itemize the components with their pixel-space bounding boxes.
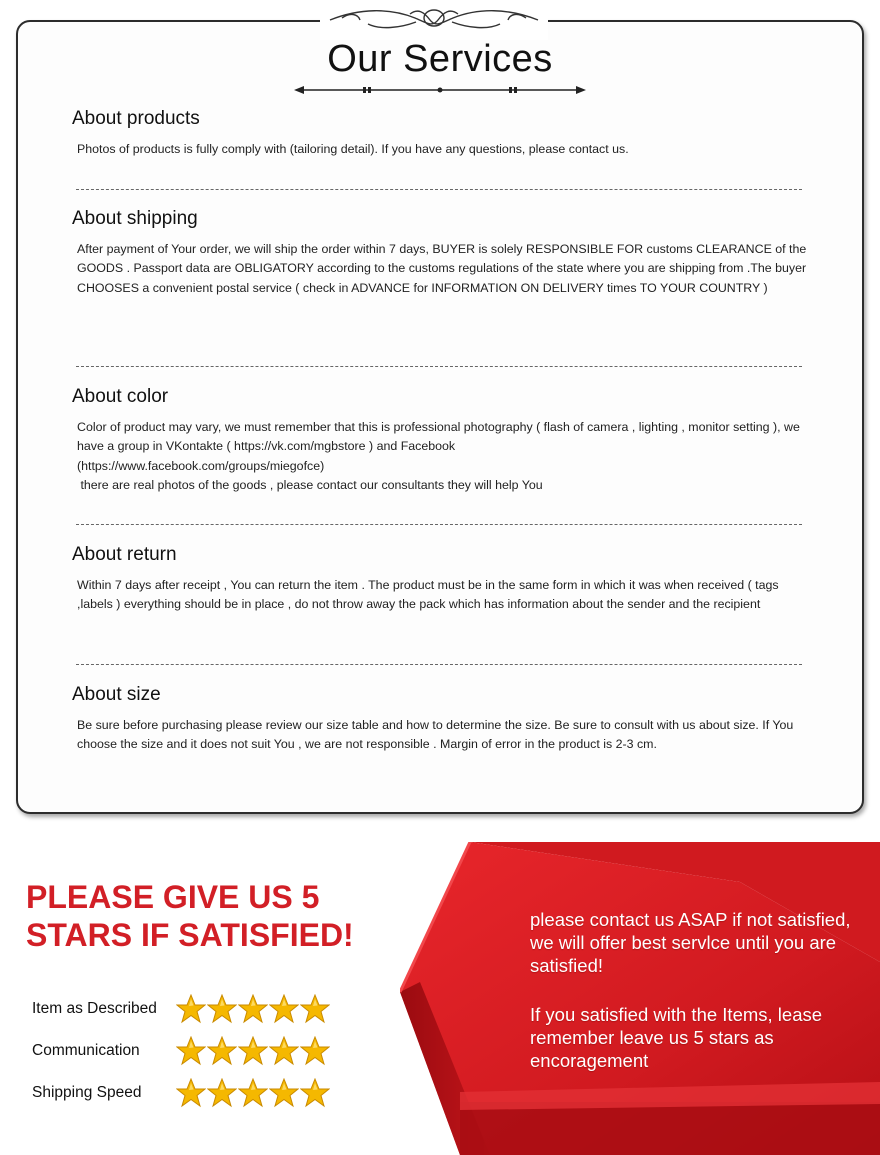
section-text-line: there are real photos of the goods , please contact our consultants they will help You — [77, 477, 543, 492]
star-icon — [238, 994, 268, 1024]
star-icon — [269, 1036, 299, 1066]
section-heading: About color — [72, 386, 169, 407]
banner-message-stars: If you satisfied with the Items, lease remember leave us 5 stars as encoragement — [530, 1004, 823, 1071]
section-about-shipping — [72, 208, 807, 298]
section-about-size — [72, 684, 807, 755]
section-about-color — [72, 386, 807, 495]
rating-item-as-described — [32, 994, 330, 1024]
star-rating — [176, 1078, 330, 1108]
banner-title-line: STARS IF SATISFIED! — [26, 917, 354, 953]
section-about-return — [72, 544, 807, 615]
section-text: Be sure before purchasing please review our size table and how to determine the size. Be sure to consult with us about size. If You choose the size and it does not suit You , we are not responsible . Margin of error in the product is 2-3 cm. — [77, 718, 794, 752]
dashed-divider — [76, 524, 802, 525]
star-icon — [176, 994, 206, 1024]
star-icon — [238, 1078, 268, 1108]
red-gift-box-image — [400, 842, 880, 1155]
star-icon — [207, 1036, 237, 1066]
section-text-line: Color of product may vary, we must remember that this is professional photography ( flash of camera , lighting , monitor setting ), we have a group in VKontakte ( https://vk.com/mgbstore ) and Facebook — [77, 420, 800, 454]
section-heading: About shipping — [72, 208, 198, 229]
section-text — [72, 418, 807, 495]
star-icon — [176, 1078, 206, 1108]
dashed-divider — [76, 366, 802, 367]
banner-message-contact: please contact us ASAP if not satisfied, we will offer best servlce until you are satisfied! — [530, 909, 851, 976]
star-rating — [176, 994, 330, 1024]
star-icon — [207, 994, 237, 1024]
dashed-divider — [76, 664, 802, 665]
star-icon — [238, 1036, 268, 1066]
rating-label: Communication — [32, 1042, 140, 1059]
banner-title-line: PLEASE GIVE US 5 — [26, 879, 320, 915]
divider-ornament-icon — [290, 80, 590, 100]
star-icon — [300, 1036, 330, 1066]
section-heading: About products — [72, 108, 200, 129]
flourish-ornament-icon — [320, 0, 548, 40]
section-heading: About return — [72, 544, 177, 565]
section-text-line: (https://www.facebook.com/groups/miegofce) — [77, 458, 325, 473]
section-text: Photos of products is fully comply with (tailoring detail). If you have any questions, please contact us. — [77, 142, 629, 156]
rating-label: Item as Described — [32, 1000, 157, 1017]
star-icon — [269, 994, 299, 1024]
rating-communication — [32, 1036, 330, 1066]
section-text: After payment of Your order, we will ship the order within 7 days, BUYER is solely RESPONSIBLE FOR customs CLEARANCE of the GOODS . Passport data are OBLIGATORY according to the customs regulations of the state where you are shipping from .The buyer CHOOSES a convenient postal service ( check in ADVANCE for INFORMATION ON DELIVERY times TO YOUR COUNTRY ) — [77, 242, 807, 295]
section-text: Within 7 days after receipt , You can return the item . The product must be in the same form in which it was when received ( tags ,labels ) everything should be in place , do not throw away the pack which has information about the sender and the recipient — [77, 578, 779, 612]
banner-title — [26, 878, 446, 954]
star-rating — [176, 1036, 330, 1066]
section-about-products — [72, 108, 807, 159]
star-icon — [300, 1078, 330, 1108]
page-title: Our Services — [327, 38, 553, 80]
dashed-divider — [76, 189, 802, 190]
star-icon — [176, 1036, 206, 1066]
star-icon — [207, 1078, 237, 1108]
rating-shipping-speed — [32, 1078, 330, 1108]
section-heading: About size — [72, 684, 161, 705]
star-icon — [300, 994, 330, 1024]
star-icon — [269, 1078, 299, 1108]
rating-label: Shipping Speed — [32, 1084, 142, 1101]
